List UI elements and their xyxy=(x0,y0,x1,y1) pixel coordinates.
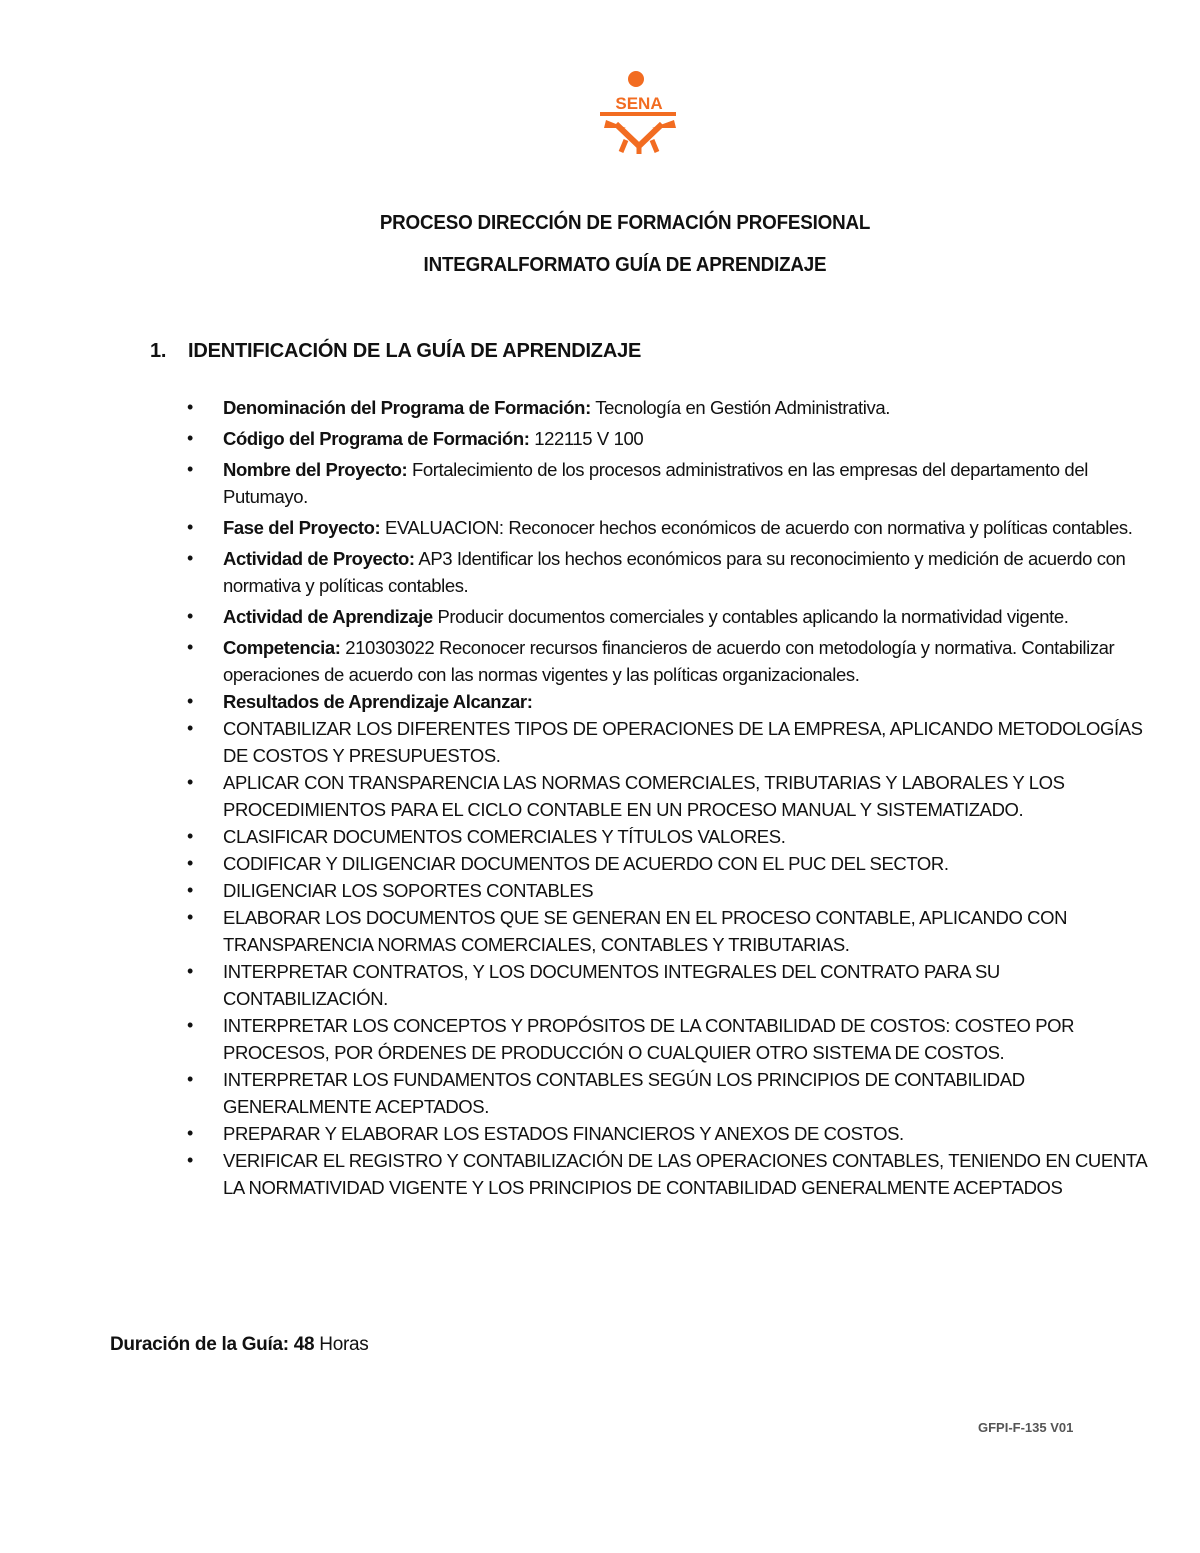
result-item: • CLASIFICAR DOCUMENTOS COMERCIALES Y TÍTULOS VALORES. xyxy=(223,823,1153,850)
field-value: 210303022 Reconocer recursos financieros de acuerdo con metodología y normativa. Contabilizar operaciones de acuerdo con las normas vigentes y las políticas organizacionales. xyxy=(223,637,1115,685)
field-label: Fase del Proyecto: xyxy=(223,517,381,538)
field-label: Resultados de Aprendizaje Alcanzar: xyxy=(223,691,533,712)
field-label: Código del Programa de Formación: xyxy=(223,428,530,449)
document-title-line2: INTEGRALFORMATO GUÍA DE APRENDIZAJE xyxy=(423,254,827,276)
field-value: AP3 Identificar los hechos económicos para su reconocimiento y medición de acuerdo con normativa y políticas contables. xyxy=(223,548,1126,596)
duration-hours: 48 xyxy=(293,1334,315,1355)
field-value: EVALUACION: Reconocer hechos económicos de acuerdo con normativa y políticas contables. xyxy=(380,517,1133,538)
field-program-code xyxy=(223,425,1153,452)
field-label: Actividad de Proyecto: xyxy=(223,548,415,569)
field-value: Fortalecimiento de los procesos administrativos en las empresas del departamento del Putumayo. xyxy=(223,459,1088,507)
field-value: 122115 V 100 xyxy=(529,428,644,449)
result-item: • CODIFICAR Y DILIGENCIAR DOCUMENTOS DE ACUERDO CON EL PUC DEL SECTOR. xyxy=(223,850,1153,877)
svg-text:SENA: SENA xyxy=(615,94,663,113)
field-project-name xyxy=(223,456,1153,510)
field-label: Actividad de Aprendizaje xyxy=(223,606,433,627)
identification-list xyxy=(223,394,1153,1201)
result-item: • INTERPRETAR LOS FUNDAMENTOS CONTABLES SEGÚN LOS PRINCIPIOS DE CONTABILIDAD GENERALMENTE ACEPTADOS. xyxy=(223,1066,1153,1120)
result-item: • INTERPRETAR LOS CONCEPTOS Y PROPÓSITOS DE LA CONTABILIDAD DE COSTOS: COSTEO POR PROCESOS, POR ÓRDENES DE PRODUCCIÓN O CUALQUIER OTRO SISTEMA DE COSTOS. xyxy=(223,1012,1153,1066)
result-item: • INTERPRETAR CONTRATOS, Y LOS DOCUMENTOS INTEGRALES DEL CONTRATO PARA SU CONTABILIZACIÓN. xyxy=(223,958,1153,1012)
field-program-name xyxy=(223,394,1153,421)
field-value: Producir documentos comerciales y contables aplicando la normatividad vigente. xyxy=(432,606,1069,627)
section-title: IDENTIFICACIÓN DE LA GUÍA DE APRENDIZAJE xyxy=(188,340,642,362)
duration-unit: Horas xyxy=(314,1334,369,1355)
field-project-activity xyxy=(223,545,1153,599)
result-item: • ELABORAR LOS DOCUMENTOS QUE SE GENERAN EN EL PROCESO CONTABLE, APLICANDO CON TRANSPARENCIA NORMAS COMERCIALES, CONTABLES Y TRIBUTARIAS. xyxy=(223,904,1153,958)
document-title-line1: PROCESO DIRECCIÓN DE FORMACIÓN PROFESIONAL xyxy=(379,212,871,234)
result-item: • VERIFICAR EL REGISTRO Y CONTABILIZACIÓN DE LAS OPERACIONES CONTABLES, TENIENDO EN CUENTA LA NORMATIVIDAD VIGENTE Y LOS PRINCIPIOS DE CONTABILIDAD GENERALMENTE ACEPTADOS xyxy=(223,1147,1153,1201)
field-competency xyxy=(223,634,1153,688)
duration-label: Duración de la Guía: xyxy=(110,1334,289,1355)
field-label: Competencia: xyxy=(223,637,341,658)
field-project-phase xyxy=(223,514,1153,541)
result-item: • CONTABILIZAR LOS DIFERENTES TIPOS DE OPERACIONES DE LA EMPRESA, APLICANDO METODOLOGÍAS DE COSTOS Y PRESUPUESTOS. xyxy=(223,715,1153,769)
field-learning-results xyxy=(223,688,1153,715)
sena-logo xyxy=(596,70,682,154)
guide-duration xyxy=(110,1334,368,1356)
section-heading xyxy=(150,340,641,363)
result-item: • DILIGENCIAR LOS SOPORTES CONTABLES xyxy=(223,877,1153,904)
field-value: Tecnología en Gestión Administrativa. xyxy=(590,397,890,418)
form-code: GFPI-F-135 V01 xyxy=(978,1420,1074,1435)
section-number: 1. xyxy=(150,340,167,362)
field-label: Denominación del Programa de Formación: xyxy=(223,397,591,418)
result-item: • PREPARAR Y ELABORAR LOS ESTADOS FINANCIEROS Y ANEXOS DE COSTOS. xyxy=(223,1120,1153,1147)
result-item: • APLICAR CON TRANSPARENCIA LAS NORMAS COMERCIALES, TRIBUTARIAS Y LABORALES Y LOS PROCEDIMIENTOS PARA EL CICLO CONTABLE EN UN PROCESO MANUAL Y SISTEMATIZADO. xyxy=(223,769,1153,823)
field-learning-activity xyxy=(223,603,1153,630)
field-label: Nombre del Proyecto: xyxy=(223,459,408,480)
